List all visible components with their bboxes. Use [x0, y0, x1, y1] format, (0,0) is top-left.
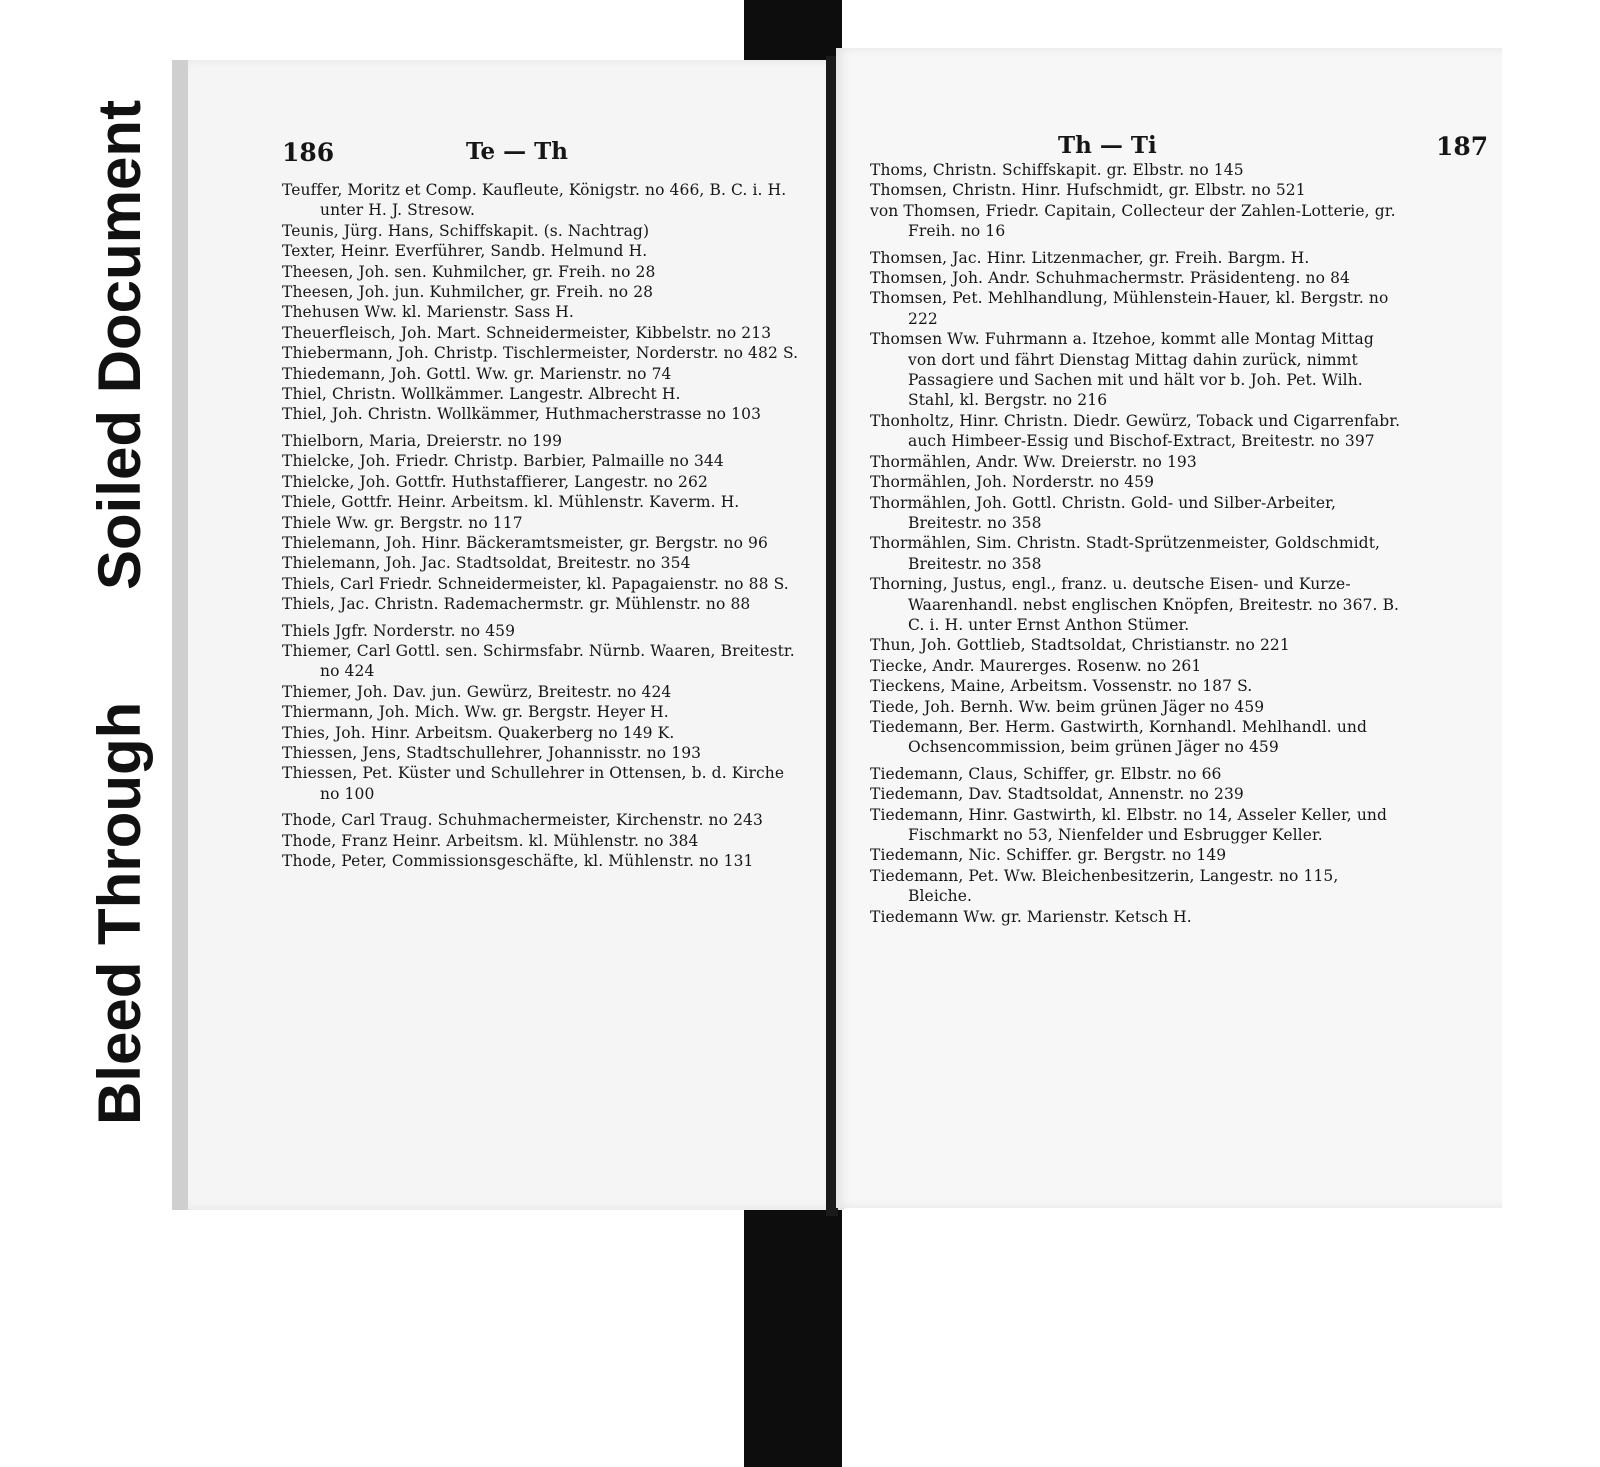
left-entry-list [282, 180, 800, 871]
directory-entry: Thun, Joh. Gottlieb, Stadtsoldat, Christianstr. no 221 [870, 636, 1290, 655]
directory-entry: Thormählen, Andr. Ww. Dreierstr. no 193 [870, 452, 1197, 471]
directory-entry: Thiels, Jac. Christn. Rademachermstr. gr. Mühlenstr. no 88 [282, 595, 751, 614]
directory-entry: Tiedemann, Claus, Schiffer, gr. Elbstr. no 66 [870, 764, 1222, 783]
directory-entry: Thiels, Carl Friedr. Schneidermeister, kl. Papagaienstr. no 88 S. [282, 574, 789, 593]
directory-entry: Texter, Heinr. Everführer, Sandb. Helmund H. [282, 242, 648, 261]
directory-entry: Thiel, Christn. Wollkämmer. Langestr. Albrecht H. [282, 385, 681, 404]
clip-band-bottom [744, 1195, 842, 1467]
directory-entry: Thehusen Ww. kl. Marienstr. Sass H. [282, 303, 574, 322]
directory-entry: Thielemann, Joh. Jac. Stadtsoldat, Breitestr. no 354 [282, 554, 691, 573]
open-book [172, 48, 1502, 1218]
directory-entry: Thies, Joh. Hinr. Arbeitsm. Quakerberg no 149 K. [282, 723, 675, 742]
directory-entry: Tieckens, Maine, Arbeitsm. Vossenstr. no 187 S. [870, 677, 1253, 696]
directory-entry: Thoms, Christn. Schiffskapit. gr. Elbstr. no 145 [870, 161, 1244, 179]
directory-entry: Thielcke, Joh. Friedr. Christp. Barbier, Palmaille no 344 [282, 452, 724, 471]
left-page [172, 60, 844, 1210]
directory-entry: von Thomsen, Friedr. Capitain, Collecteur der Zahlen-Lotterie, gr. Freih. no 16 [870, 201, 1396, 241]
directory-entry: Thonholtz, Hinr. Christn. Diedr. Gewürz, Toback und Cigarrenfabr. auch Himbeer-Essig und Bischof-Extract, Breitestr. no 397 [870, 411, 1401, 451]
directory-entry: Teunis, Jürg. Hans, Schiffskapit. (s. Nachtrag) [282, 221, 650, 240]
right-page-header: Th — Ti [1058, 132, 1157, 159]
directory-entry: Tiedemann, Dav. Stadtsoldat, Annenstr. no 239 [870, 785, 1244, 804]
directory-entry: Thormählen, Joh. Gottl. Christn. Gold- und Silber-Arbeiter, Breitestr. no 358 [870, 493, 1336, 532]
directory-entry: Thiessen, Pet. Küster und Schullehrer in Ottensen, b. d. Kirche no 100 [282, 764, 785, 803]
directory-entry: Thiele, Gottfr. Heinr. Arbeitsm. kl. Mühlenstr. Kaverm. H. [282, 493, 740, 512]
directory-entry: Thiessen, Jens, Stadtschullehrer, Johannisstr. no 193 [282, 743, 702, 762]
directory-entry: Thiedemann, Joh. Gottl. Ww. gr. Marienstr. no 74 [282, 364, 672, 383]
right-entry-list [870, 160, 1406, 927]
directory-entry: Thielcke, Joh. Gottfr. Huthstaffierer, Langestr. no 262 [282, 472, 708, 491]
directory-entry: Thielemann, Joh. Hinr. Bäckeramtsmeister, gr. Bergstr. no 96 [282, 533, 768, 552]
directory-entry: Thormählen, Joh. Norderstr. no 459 [870, 473, 1155, 492]
directory-entry: Thomsen, Pet. Mehlhandlung, Mühlenstein-Hauer, kl. Bergstr. no 222 [870, 289, 1389, 328]
directory-entry: Thiemer, Carl Gottl. sen. Schirmsfabr. Nürnb. Waaren, Breitestr. no 424 [282, 641, 795, 681]
right-page-number: 187 [1436, 132, 1489, 161]
directory-entry: Tiedemann, Ber. Herm. Gastwirth, Kornhandl. Mehlhandl. und Ochsencommission, beim grünen Jäger no 459 [870, 717, 1368, 757]
directory-entry: Thomsen, Joh. Andr. Schuhmachermstr. Präsidenteng. no 84 [870, 269, 1351, 288]
directory-entry: Tiede, Joh. Bernh. Ww. beim grünen Jäger no 459 [870, 697, 1265, 716]
directory-entry: Thiele Ww. gr. Bergstr. no 117 [282, 513, 523, 532]
directory-entry: Thiermann, Joh. Mich. Ww. gr. Bergstr. Heyer H. [282, 703, 669, 722]
directory-entry: Theesen, Joh. jun. Kuhmilcher, gr. Freih. no 28 [282, 283, 654, 302]
directory-entry: Theuerfleisch, Joh. Mart. Schneidermeister, Kibbelstr. no 213 [282, 323, 772, 342]
directory-entry: Thiels Jgfr. Norderstr. no 459 [282, 621, 516, 640]
right-page [836, 48, 1502, 1208]
directory-entry: Tiedemann, Nic. Schiffer. gr. Bergstr. no 149 [870, 846, 1227, 865]
directory-entry: Thode, Peter, Commissionsgeschäfte, kl. Mühlenstr. no 131 [282, 852, 754, 870]
directory-entry: Teuffer, Moritz et Comp. Kaufleute, Königstr. no 466, B. C. i. H. unter H. J. Stresow. [282, 181, 787, 220]
left-page-header: Te — Th [466, 138, 568, 165]
left-page-number: 186 [282, 138, 335, 167]
directory-entry: Thode, Franz Heinr. Arbeitsm. kl. Mühlenstr. no 384 [282, 831, 699, 850]
directory-entry: Thomsen Ww. Fuhrmann a. Itzehoe, kommt alle Montag Mittag von dort und fährt Dienstag Mittag dahin zurück, nimmt Passagiere und Sachen mit und hält vor b. Joh. Pet. Wilh. Stahl, kl. Bergstr. no 216 [870, 330, 1374, 410]
directory-entry: Thorning, Justus, engl., franz. u. deutsche Eisen- und Kurze-Waarenhandl. nebst englischen Knöpfen, Breitestr. no 367. B. C. i. H. unter Ernst Anthon Stümer. [870, 575, 1400, 634]
directory-entry: Theesen, Joh. sen. Kuhmilcher, gr. Freih. no 28 [282, 262, 656, 281]
directory-entry: Tiedemann, Pet. Ww. Bleichenbesitzerin, Langestr. no 115, Bleiche. [870, 866, 1339, 906]
directory-entry: Tiedemann, Hinr. Gastwirth, kl. Elbstr. no 14, Asseler Keller, und Fischmarkt no 53, Nienfelder und Esbrugger Keller. [870, 805, 1388, 844]
directory-entry: Tiecke, Andr. Maurerges. Rosenw. no 261 [870, 656, 1202, 675]
bleed-through-label: Bleed Through [86, 701, 153, 1125]
directory-entry: Thode, Carl Traug. Schuhmachermeister, Kirchenstr. no 243 [282, 811, 763, 830]
directory-entry: Thiel, Joh. Christn. Wollkämmer, Huthmacherstrasse no 103 [282, 405, 762, 424]
directory-entry: Thomsen, Jac. Hinr. Litzenmacher, gr. Freih. Bargm. H. [870, 248, 1310, 267]
directory-entry: Thiebermann, Joh. Christp. Tischlermeister, Norderstr. no 482 S. [282, 344, 799, 363]
directory-entry: Tiedemann Ww. gr. Marienstr. Ketsch H. [870, 907, 1192, 926]
directory-entry: Thielborn, Maria, Dreierstr. no 199 [282, 431, 563, 450]
soiled-document-label: Soiled Document [86, 99, 153, 590]
directory-entry: Thomsen, Christn. Hinr. Hufschmidt, gr. Elbstr. no 521 [870, 181, 1306, 200]
directory-entry: Thormählen, Sim. Christn. Stadt-Sprützenmeister, Goldschmidt, Breitestr. no 358 [870, 534, 1381, 573]
directory-entry: Thiemer, Joh. Dav. jun. Gewürz, Breitestr. no 424 [282, 682, 672, 701]
